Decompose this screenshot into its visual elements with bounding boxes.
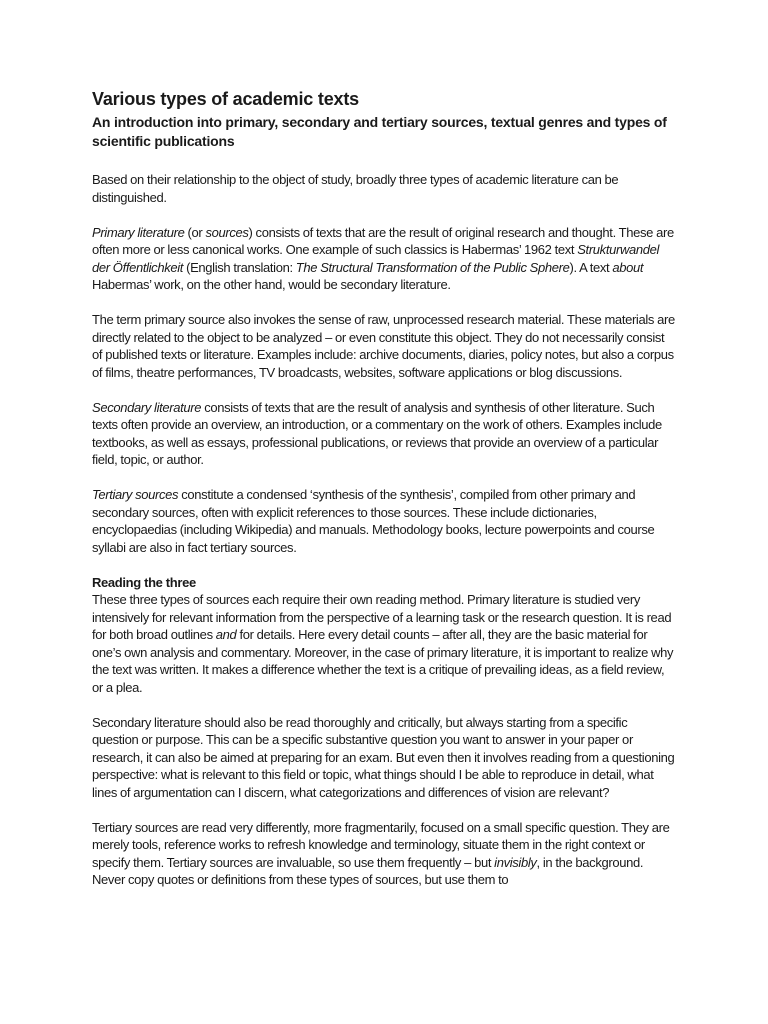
document-title: Various types of academic texts [92,89,359,109]
translated-book-title: The Structural Transformation of the Public Sphere [295,259,570,275]
text-run: ). A text [569,259,613,275]
sources-term: sources [205,224,249,240]
text-run: consists of texts that are the result of analysis and synthesis of other literature. Such texts often provide an overview, an introduction, or a commentary on the work of others. Examples include textbooks, as well as essays, professional publications, or reviews that provide an overview of a particular field, topic, or author. [92,399,662,467]
reading-secondary-paragraph: Secondary literature should also be read thoroughly and critically, but always starting from a specific question or purpose. This can be a specific substantive question you want to answer in your paper or research, it can also be aimed at preparing for an exam. But even then it involves reading from a questioning perspective: what is relevant to this field or topic, what things should I be able to reproduce in detail, what lines of argumentation can I discern, what categorizations and differences of vision are relevant? [92,714,675,800]
text-run: Tertiary sources are read very differently, more fragmentarily, focused on a small specific question. They are merely tools, reference works to refresh knowledge and terminology, situate them in the right context or specify them. Tertiary sources are invaluable, so use them frequently – but [92,819,670,870]
about-emphasis: about [612,259,644,275]
invisibly-emphasis: invisibly [494,854,537,870]
text-run: , in the background. Never copy quotes or definitions from these types of sources, but use them to [92,854,644,887]
text-run: for details. Here every detail counts – after all, they are the basic material for one’s own analysis and commentary. Moreover, in the case of primary literature, it is important to realize why the text was written. It makes a difference whether the text is a critique of prevailing ideas, as a field review, or a plea. [92,627,674,695]
reading-tertiary-paragraph [92,819,676,889]
secondary-literature-term: Secondary literature [92,399,202,415]
reading-primary-paragraph [92,591,676,696]
text-run: (or [184,224,206,240]
primary-literature-paragraph [92,224,676,294]
tertiary-sources-paragraph [92,486,676,556]
primary-literature-term: Primary literature [92,224,185,240]
text-run: constitute a condensed ‘synthesis of the synthesis’, compiled from other primary and secondary sources, often with explicit references to those sources. These include dictionaries, encyclopaedias (including Wikipedia) and manuals. Methodology books, lecture powerpoints and course syllabi are also in fact tertiary sources. [92,487,655,555]
and-emphasis: and [215,627,237,642]
book-title: Strukturwandel der Öffentlichkeit [92,242,660,275]
document-subtitle: An introduction into primary, secondary and tertiary sources, textual genres and types of scientific publications [92,114,667,149]
text-run: Habermas’ work, on the other hand, would be secondary literature. [92,277,451,292]
tertiary-sources-term: Tertiary sources [92,487,179,502]
text-run: (English translation: [183,259,296,275]
text-run: These three types of sources each require their own reading method. Primary literature is studied very intensively for relevant information from the perspective of a learning task or the research question. It is read for both broad outlines [92,592,672,642]
primary-source-paragraph: The term primary source also invokes the sense of raw, unprocessed research material. These materials are directly related to the object to be analyzed – or even constitute this object. They do not necessarily consist of published texts or literature. Examples include: archive documents, diaries, policy notes, but also a corpus of films, theatre performances, TV broadcasts, websites, software applications or blog discussions. [92,312,675,380]
secondary-literature-paragraph [92,399,676,469]
reading-section-heading: Reading the three [92,574,196,590]
text-run: ) consists of texts that are the result of original research and thought. These are often more or less canonical works. One example of such classics is Habermas’ 1962 text [92,224,674,257]
intro-paragraph: Based on their relationship to the object of study, broadly three types of academic literature can be distinguished. [92,172,619,205]
